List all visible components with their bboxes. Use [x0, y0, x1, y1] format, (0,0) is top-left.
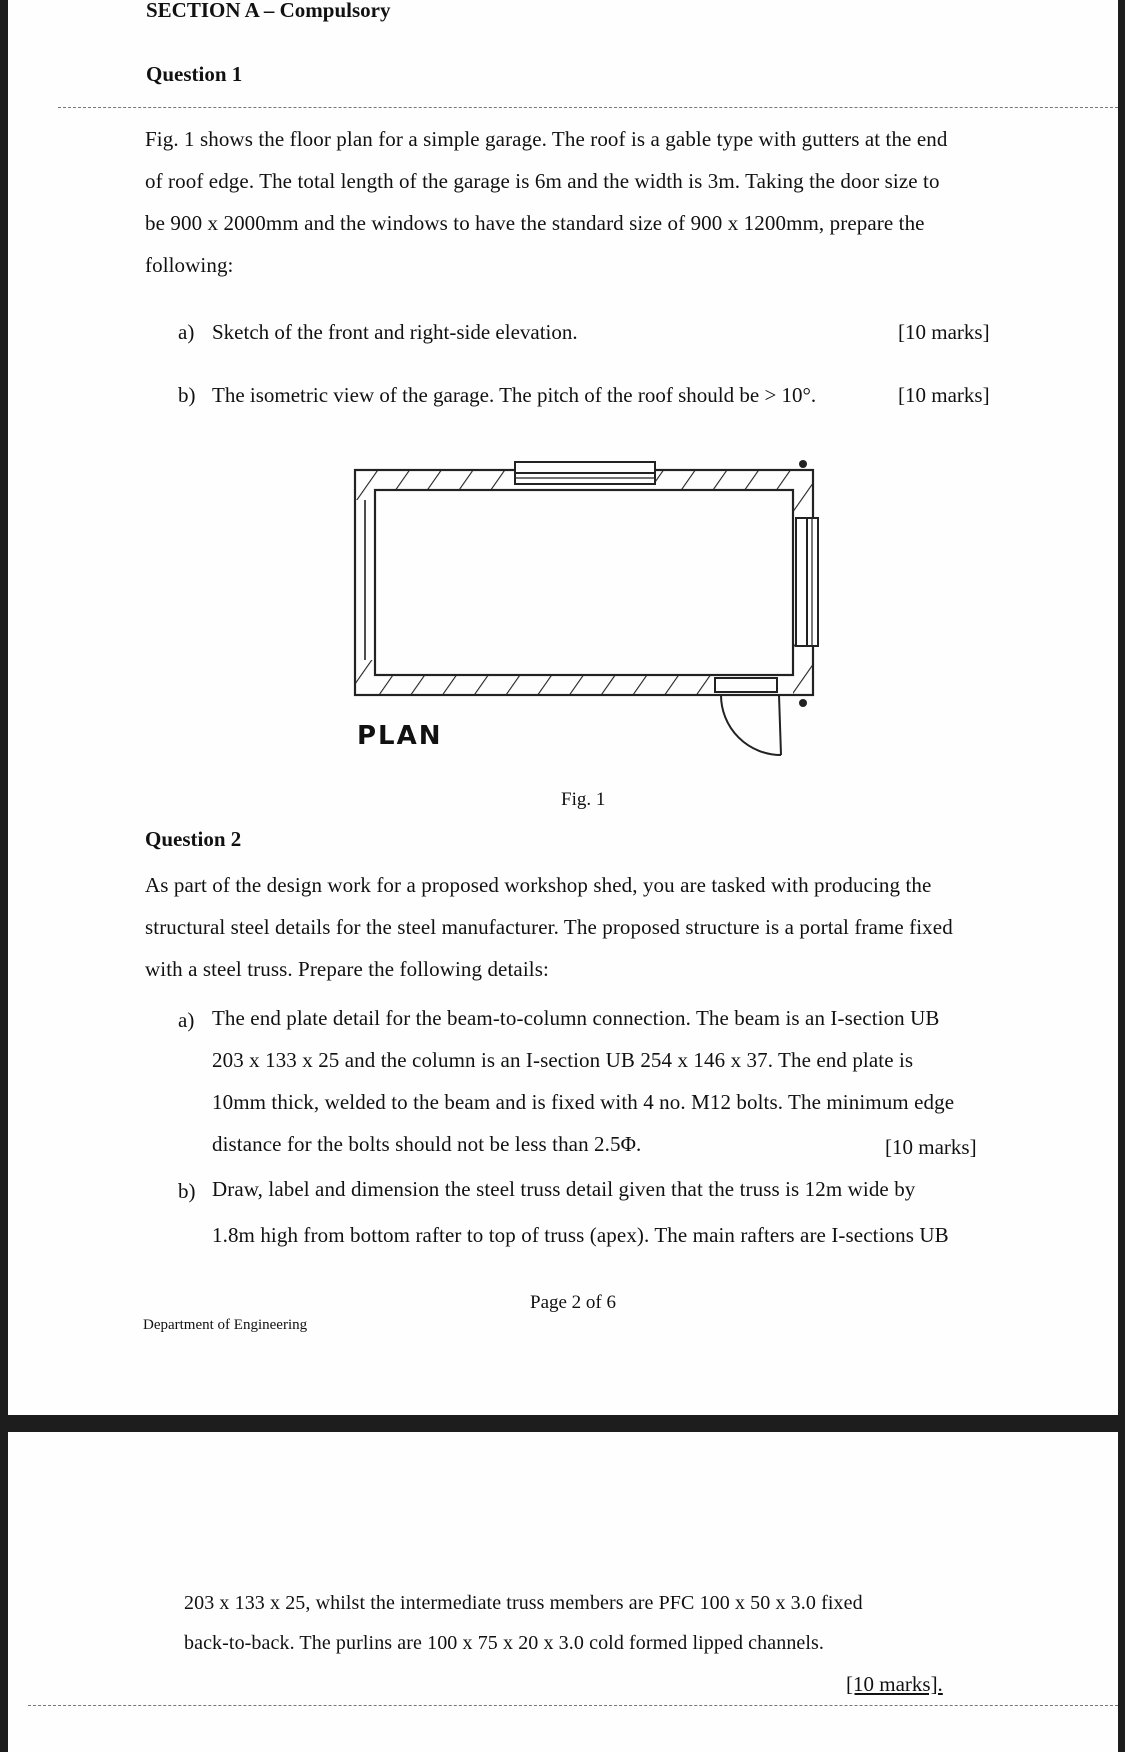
plan-walls — [355, 470, 813, 695]
right-window — [796, 518, 818, 646]
exam-page-1 — [8, 0, 1118, 1415]
marks: [10 marks] — [898, 320, 990, 344]
marks: [10 marks] — [898, 383, 990, 407]
part-line: distance for the bolts should not be less than 2.5Φ. — [212, 1132, 642, 1156]
page-number: Page 2 of 6 — [530, 1292, 617, 1313]
part-line: The end plate detail for the beam-to-column connection. The beam is an I-section UB — [212, 1006, 940, 1030]
question-1-title: Question 1 — [146, 62, 243, 86]
corner-hatch — [793, 640, 813, 695]
top-wall-hatch — [656, 470, 793, 490]
continuation-line: 203 x 133 x 25, whilst the intermediate truss members are PFC 100 x 50 x 3.0 fixed — [184, 1592, 863, 1614]
corner-dot — [799, 460, 807, 468]
part-label: a) — [178, 1008, 195, 1032]
intro-line: As part of the design work for a proposed workshop shed, you are tasked with producing the — [145, 873, 932, 897]
door-swing — [715, 678, 781, 755]
intro-line: with a steel truss. Prepare the following details: — [145, 957, 549, 981]
corner-hatch — [355, 660, 375, 695]
figure-caption: Fig. 1 — [561, 789, 606, 810]
intro-line: be 900 x 2000mm and the windows to have the standard size of 900 x 1200mm, prepare the — [145, 211, 925, 235]
department-footer: Department of Engineering — [143, 1317, 308, 1333]
part-label: b) — [178, 383, 196, 407]
part-label: a) — [178, 320, 195, 344]
scan-dashed-rule — [28, 1705, 1118, 1706]
corner-hatch — [793, 470, 813, 515]
corner-dot — [799, 699, 807, 707]
top-window — [515, 462, 655, 484]
part-line: 203 x 133 x 25 and the column is an I-section UB 254 x 146 x 37. The end plate is — [212, 1048, 914, 1072]
section-heading: SECTION A – Compulsory — [146, 0, 391, 22]
bottom-wall-hatch — [375, 675, 715, 695]
question-2-title: Question 2 — [145, 827, 242, 851]
part-line: 10mm thick, welded to the beam and is fixed with 4 no. M12 bolts. The minimum edge — [212, 1090, 955, 1114]
intro-line: Fig. 1 shows the floor plan for a simple garage. The roof is a gable type with gutters at the end — [145, 127, 948, 151]
part-text: The isometric view of the garage. The pitch of the roof should be > 10°. — [212, 383, 817, 407]
exam-page-2 — [8, 1432, 1118, 1752]
garage-floor-plan-figure — [8, 0, 1118, 800]
intro-line: following: — [145, 253, 234, 277]
part-line: 1.8m high from bottom rafter to top of truss (apex). The main rafters are I-sections UB — [212, 1223, 949, 1247]
part-line: Draw, label and dimension the steel truss detail given that the truss is 12m wide by — [212, 1177, 916, 1201]
corner-hatch — [355, 470, 375, 500]
top-wall-hatch — [375, 470, 515, 490]
plan-label: PLAN — [357, 721, 443, 751]
part-label: b) — [178, 1179, 196, 1203]
marks: [10 marks]. — [846, 1672, 943, 1696]
part-text: Sketch of the front and right-side elevation. — [212, 320, 578, 344]
intro-line: structural steel details for the steel manufacturer. The proposed structure is a portal frame fixed — [145, 915, 953, 939]
intro-line: of roof edge. The total length of the garage is 6m and the width is 3m. Taking the door size to — [145, 169, 940, 193]
continuation-line: back-to-back. The purlins are 100 x 75 x 20 x 3.0 cold formed lipped channels. — [184, 1632, 825, 1654]
marks: [10 marks] — [885, 1135, 977, 1159]
